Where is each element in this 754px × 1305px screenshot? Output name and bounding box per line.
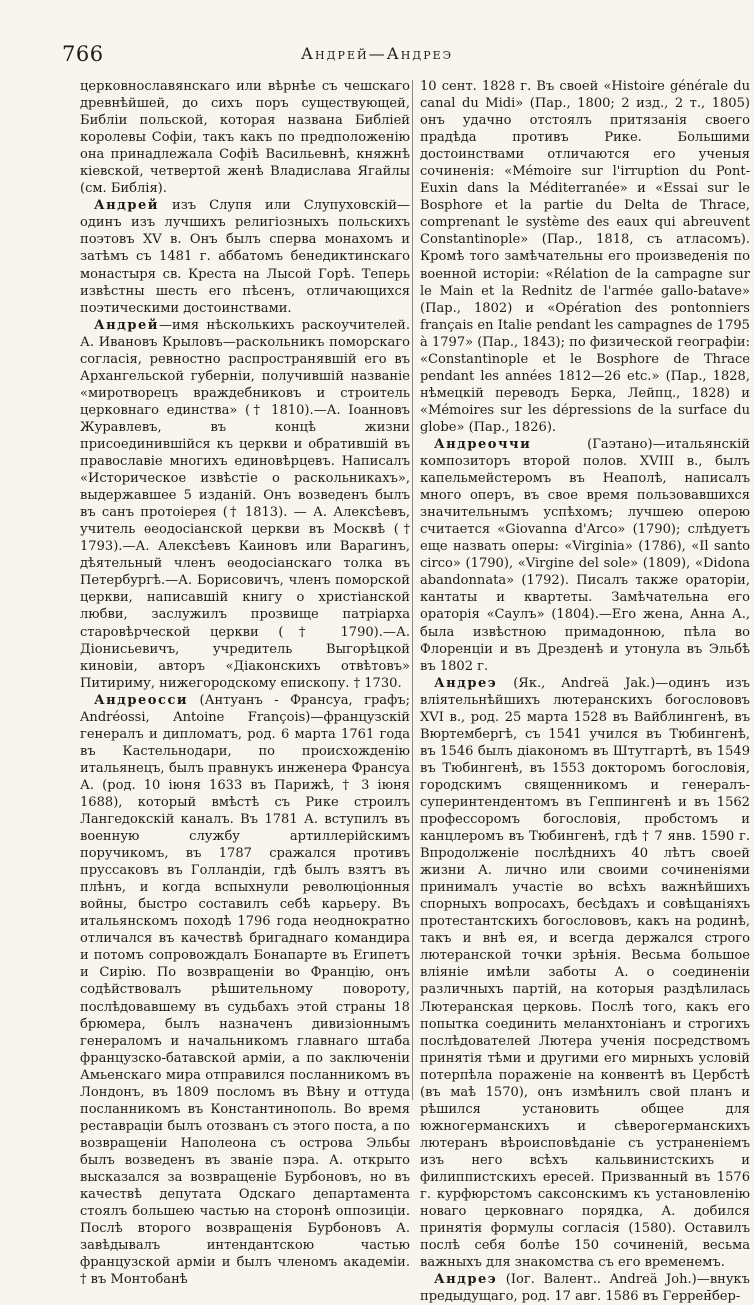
dictionary-entry [80, 78, 410, 197]
entry-headword: Андреоччи [434, 436, 532, 452]
dictionary-entry [420, 436, 750, 675]
entry-text: (Антуанъ - Франсуа, графъ; Andréossi, Antoine François)—французскій генералъ и дипломатъ, род. 6 марта 1761 года въ Кастельнодари, по происхожденію итальянецъ, былъ правнукъ инженера Франсуа А. (род. 10 іюня 1633 въ Парижѣ, † 3 іюня 1688), который вмѣстѣ съ Рике строилъ Лангедокскій каналъ. Въ 1781 А. вступилъ въ военную службу артиллерійскимъ поручикомъ, въ 1787 сражался противъ пруссаковъ въ Голландіи, гдѣ былъ взятъ въ плѣнъ, и когда вспыхнули революціонныя войны, быстро составилъ себѣ карьеру. Въ итальянскомъ походѣ 1796 года неоднократно отличался въ качествѣ бригаднаго командира и потомъ сопровождалъ Бонапарте въ Египетъ и Сирію. По возвращеніи во Францію, онъ содѣйствовалъ рѣшительному повороту, послѣдовавшему въ судьбахъ этой страны 18 брюмера, былъ назначенъ дивизіоннымъ генераломъ и начальникомъ главнаго штаба французско-батавской арміи, а по заключеніи Амьенскаго мира отправился посланникомъ въ Лондонъ, въ 1809 посломъ въ Вѣну и оттуда посланникомъ въ Константинополь. Во время реставраціи былъ отозванъ съ этого поста, а по возвращеніи Наполеона съ острова Эльбы былъ возведенъ въ званіе пэра. А. открыто высказался за возвращеніе Бурбоновъ, но въ качествѣ депутата Одскаго департамента стоялъ большею частью на сторонѣ оппозиціи. Послѣ второго возвращенія Бурбоновъ А. завѣдывалъ интендантскою частью французской арміи и былъ членомъ академіи. † въ Монтобанѣ [80, 692, 410, 1288]
column-divider [412, 80, 413, 1100]
entry-text: (Як., Andreä Jak.)—одинъ изъ вліятельнѣйшихъ лютеранскихъ богослововъ XVI в., род. 25 марта 1528 въ Вайблингенѣ, въ Вюртембергѣ, съ 1541 учился въ Тюбингенѣ, въ 1546 былъ діакономъ въ Штутгартѣ, въ 1549 въ Тюбингенѣ, въ 1553 докторомъ богословія, городскимъ священникомъ и генералъ-суперинтендентомъ въ Геппингенѣ и въ 1562 профессоромъ богословія, пробстомъ и канцлеромъ въ Тюбингенѣ, гдѣ † 7 янв. 1590 г. Впродолженіе послѣднихъ 40 лѣтъ своей жизни А. лично или своими сочиненіями принималъ участіе во всѣхъ важнѣйшихъ спорныхъ вопросахъ, бесѣдахъ и совѣщаніяхъ протестантскихъ богослововъ, какъ на родинѣ, такъ и внѣ ея, и всегда держался строго лютеранской точки зрѣнія. Весьма большое вліяніе имѣли заботы А. о соединеніи различныхъ партій, на которыя раздѣлилась Лютеранская церковь. Послѣ того, какъ его попытка соединить меланхтоніанъ и строгихъ послѣдователей Лютера ученія посредствомъ принятія тѣми и другими его мирныхъ условій потерпѣла пораженіе на конвентѣ въ Цербстѣ (въ маѣ 1570), онъ измѣнилъ свой планъ и рѣшился установить общее для южногерманскихъ и сѣверогерманскихъ лютеранъ вѣроисповѣданіе съ устраненіемъ изъ него всѣхъ кальвинистскихъ и филиппистскихъ ересей. Призванный въ 1576 г. курфюрстомъ саксонскимъ къ установленію новаго церковнаго порядка, А. добился принятія формулы согласія (1580). Оставилъ послѣ себя болѣе 150 сочиненій, весьма важныхъ для знакомства съ его временемъ. [420, 675, 750, 1271]
dictionary-entry [80, 197, 410, 316]
dictionary-entry [80, 692, 410, 1289]
entry-text: (Гаэтано)—итальянскій композиторъ второй полов. XVIII в., былъ капельмейстеромъ въ Неаполѣ, написалъ много оперъ, въ свое время пользовавшихся значительнымъ успѣхомъ; лучшею оперою считается «Giovanna d'Arco» (1790); слѣдуетъ еще назвать оперы: «Virginia» (1786), «Il santo circo» (1790), «Virgine del sole» (1809), «Didona abandonnata» (1792). Писалъ также ораторіи, кантаты и квартеты. Замѣчательна его ораторія «Саулъ» (1804).—Его жена, Анна А., была извѣстною примадонною, пѣла во Флоренціи и въ Дрезденѣ и утонула въ Эльбѣ въ 1802 г. [420, 436, 750, 674]
entry-headword: Андрей [94, 317, 159, 333]
entry-headword: Андрей [94, 198, 159, 214]
running-head: Андрей—Андреэ [300, 44, 454, 63]
dictionary-entry [420, 78, 750, 436]
dictionary-entry [80, 317, 410, 692]
entry-text: (Іог. Валент.. Andreä Joh.)—внукъ предыдущаго, род. 17 авг. 1586 въ Геррен̄бер- [420, 1272, 750, 1305]
left-column [80, 78, 410, 1288]
dictionary-entry [420, 675, 750, 1272]
dictionary-entry [420, 1271, 750, 1305]
entry-text: церковнославянскаго или вѣрнѣе съ чешскаго древнѣйшей, до сихъ поръ существующей, Библіи польской, которая названа Библіей королевы Софіи, такъ какъ по предположенію она принадлежала Софіѣ Васильевнѣ, княжнѣ кіевской, четвертой женѣ Владислава Ягайлы (см. Библія). [80, 79, 410, 197]
right-column [420, 78, 750, 1305]
entry-text: изъ Слупя или Слупуховскій—одинъ изъ лучшихъ религіозныхъ польскихъ поэтовъ XV в. Онъ былъ сперва монахомъ и затѣмъ съ 1481 г. аббатомъ бенедиктинскаго монастыря св. Креста на Лысой Горѣ. Теперь извѣстны шесть его пѣсенъ, отличающихся поэтическими достоинствами. [80, 198, 410, 316]
page-number: 766 [62, 42, 104, 66]
entry-headword: Андреэ [434, 675, 498, 691]
entry-headword: Андреосси [94, 692, 189, 708]
entry-headword: Андреэ [434, 1272, 498, 1288]
entry-text: —имя нѣсколькихъ раскоучителей. А. Ивановъ Крыловъ—раскольникъ поморскаго согласія, ревностно распространявшій его въ Архангельской губерніи, получившій названіе «миротворецъ враждебниковъ и строитель церковнаго единства» († 1810).—А. Іоанновъ Журавлевъ, въ концѣ жизни присоединившійся къ церкви и обратившій въ православіе многихъ единовѣрцевъ. Написалъ «Историческое извѣстіе о раскольникахъ», выдержавшее 5 изданій. Онъ возведенъ былъ въ санъ протоіерея († 1813). — А. Алексѣевъ, учитель ѳеодосіанской церкви въ Москвѣ († 1793).—А. Алексѣевъ Каиновъ или Варагинъ, дѣятельный членъ ѳеодосіанскаго толка въ Петербургѣ.—А. Борисовичъ, членъ поморской церкви, написавшій книгу о христіанской любви, заслужилъ прозвище патріарха старовѣрческой церкви († 1790).—А. Діонисьевичъ, учредитель Выгорѣцкой киновіи, авторъ «Діаконскихъ отвѣтовъ» Питириму, нижегородскому епископу. † 1730. [80, 317, 410, 691]
entry-text: 10 сент. 1828 г. Въ своей «Histoire générale du canal du Midi» (Пар., 1800; 2 изд., 2 т., 1805) онъ удачно отстоялъ притязанія своего прадѣда противъ Рике. Большими достоинствами отличаются его ученыя сочиненія: «Mémoire sur l'irruption du Pont-Euxin dans la Méditerranée» и «Essai sur le Bosphore et la partie du Delta de Thrace, comprenant le système des eaux qui abreuvent Constantinople» (Пар., 1818, съ атласомъ). Кромѣ того замѣчательны его произведенія по военной исторіи: «Rélation de la campagne sur le Main et la Rednitz de l'armée gallo-batave» (Пар., 1802) и «Opération des pontonniers français en Italie pendant les campagnes de 1795 à 1797» (Пар., 1843); по физической географіи: «Constantinople et le Bosphore de Thrace pendant les années 1812—26 etc.» (Пар., 1828, нѣмецкій переводъ Берка, Лейпц., 1828) и «Mémoires sur les dépressions de la surface du globe» (Пар., 1826). [420, 79, 750, 435]
